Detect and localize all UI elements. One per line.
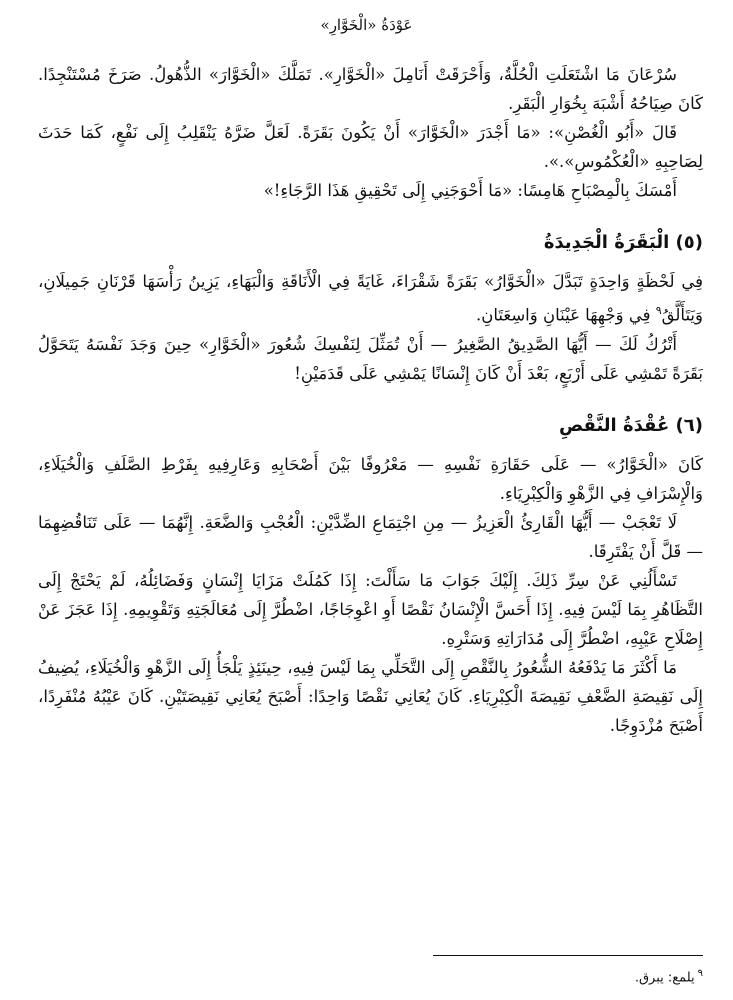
footnote-number: ٩ (697, 968, 703, 979)
paragraph: مَا أَكْثَرَ مَا يَدْفَعُهُ الشُّعُورُ بِالنَّقْصِ إِلَى التَّحَلِّي بِمَا لَيْسَ فِيهِ، حِينَئِذٍ يَلْجَأُ إِلَى الزَّهْوِ وَالْخُيَلَاءِ، يُضِيفُ إِلَى نَقِيصَةِ الضَّعْفِ نَقِيصَةَ الْكِبْرِيَاءِ. كَانَ يُعَانِي نَقْصًا وَاحِدًا: أَصْبَحَ يُعَانِي نَقِيصَتَيْنِ. كَانَ عَيْبُهُ مُنْفَرِدًا، أَصْبَحَ مُزْدَوِجًا. (38, 657, 703, 735)
paragraph: قَالَ «أَبُو الْغُصْنِ»: «مَا أَجْدَرَ «الْخَوَّارَ» أَنْ يَكُونَ بَقَرَةً. لَعَلَّ ضَرَّهُ يَنْقَلِبُ إِلَى نَفْعٍ، كَمَا حَدَثَ لِصَاحِبِهِ «الْعُكْمُوسِ».». (38, 123, 703, 171)
footnote-divider (433, 955, 703, 956)
section-heading-5: (٥) الْبَقَرَةُ الْجَدِيدَةُ (543, 232, 703, 253)
footnote-text: يلمع: يبرق. (634, 970, 695, 986)
footnote (635, 964, 703, 988)
paragraph: كَانَ «الْخَوَّارُ» — عَلَى حَقَارَةِ نَفْسِهِ — مَعْرُوفًا بَيْنَ أَصْحَابِهِ وَعَارِفِيهِ بِفَرْطِ الصَّلَفِ وَالْخُيَلَاءِ، وَالْإِسْرَافِ فِي الزَّهْوِ وَالْكِبْرِيَاءِ. (38, 454, 703, 503)
paragraph: لَا تَعْجَبْ — أَيُّهَا الْقَارِئُ الْعَزِيزُ — مِنِ اجْتِمَاعِ الضِّدَّيْنِ: الْعُجْبِ وَالضَّعَةِ. إِنَّهُمَا — عَلَى تَنَاقُضِهِمَا — قَلَّ أَنْ يَفْتَرِقَا. (38, 512, 703, 561)
paragraph: تَسْأَلُنِي عَنْ سِرِّ ذَلِكَ. إِلَيْكَ جَوَابَ مَا سَأَلْتَ: إِذَا كَمُلَتْ مَزَايَا إِنْسَانٍ وَفَضَائِلُهُ، لَمْ يَحْتَجْ إِلَى التَّظَاهُرِ بِمَا لَيْسَ فِيهِ. إِذَا أَحَسَّ الْإِنْسَانُ نَقْصًا أَوِ اعْوِجَاجًا، اضْطُرَّ إِلَى مُعَالَجَتِهِ وَتَقْوِيمِهِ. إِذَا عَجَزَ عَنْ إِصْلَاحِ عَيْبِهِ، اضْطُرَّ إِلَى مُدَارَاتِهِ وَسَتْرِهِ. (38, 570, 703, 648)
body-text (38, 60, 703, 740)
paragraph (38, 267, 703, 330)
paragraph-text: فِي لَحْظَةٍ وَاحِدَةٍ تَبَدَّلَ «الْخَوَّارُ» بَقَرَةً شَقْرَاءَ، غَايَةً فِي الْأَنَاقَةِ وَالْبَهَاءِ، يَزِينُ رَأْسَهَا قَرْنَانِ جَمِيلَانِ، وَيَتَأَلَّقُ (38, 272, 703, 325)
paragraph: أَتْرُكُ لَكَ — أَيُّهَا الصَّدِيقُ الصَّغِيرُ — أَنْ تُمَثِّلَ لِنَفْسِكَ شُعُورَ «الْخَوَّارِ» حِينَ وَجَدَ نَفْسَهُ يَتَحَوَّلُ بَقَرَةً تَمْشِي عَلَى أَرْبَعٍ، بَعْدَ أَنْ كَانَ إِنْسَانًا يَمْشِي عَلَى قَدَمَيْنِ! (38, 334, 703, 383)
running-header: عَوْدَةُ «الْخَوَّارِ» (320, 16, 413, 34)
footnote-reference[interactable]: ٩ (655, 304, 662, 317)
paragraph: أَمْسَكَ بِالْمِصْبَاحِ هَامِسًا: «مَا أَحْوَجَنِي إِلَى تَحْقِيقِ هَذَا الرَّجَاءِ!» (263, 181, 677, 200)
section-heading-6: (٦) عُقْدَةُ النَّقْصِ (558, 414, 703, 436)
paragraph: سُرْعَانَ مَا اشْتَعَلَتِ الْحُلَّةُ، وَأَحْرَقَتْ أَنَامِلَ «الْخَوَّارِ». تَمَلَّكَ «الْخَوَّارَ» الذُّهُولُ. صَرَخَ مُسْتَنْجِدًا. كَانَ صِيَاحُهُ أَشْبَهَ بِخُوَارِ الْبَقَرِ. (38, 65, 703, 113)
paragraph-text: فِي وَجْهِهَا عَيْنَانِ وَاسِعَتَانِ. (476, 305, 656, 325)
